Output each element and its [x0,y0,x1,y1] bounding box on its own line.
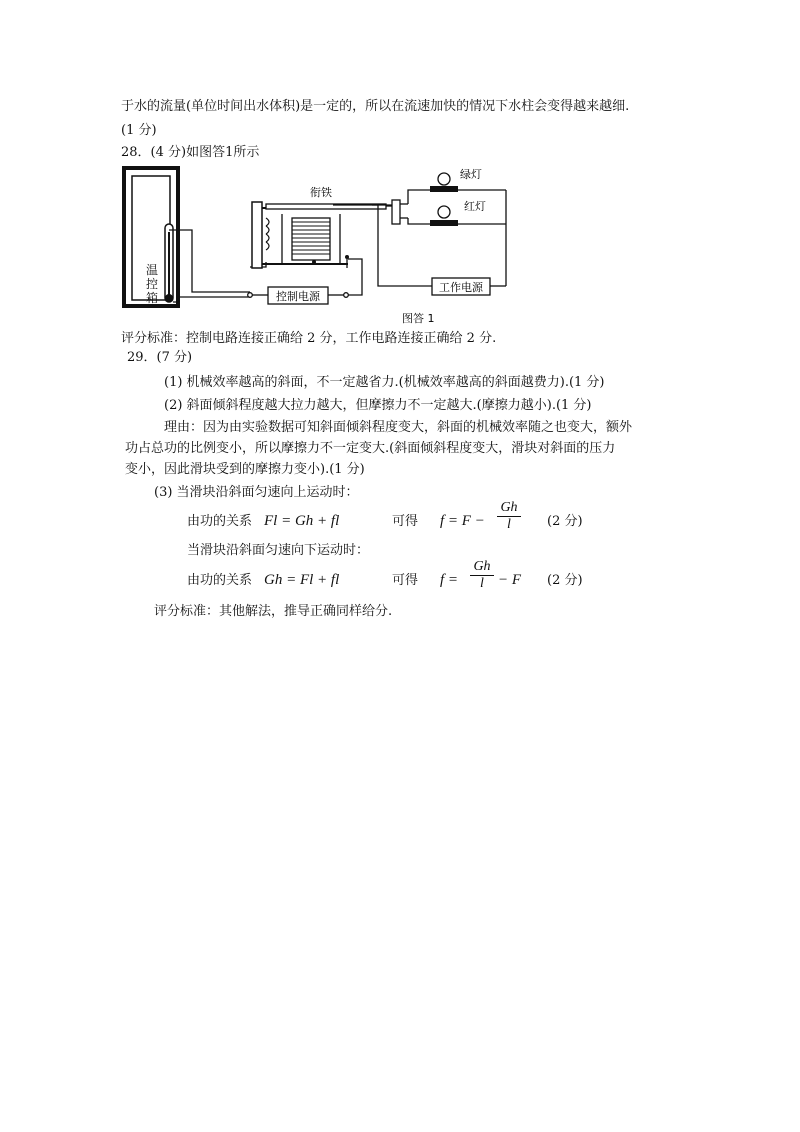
q29-part-1: (1) 机械效率越高的斜面，不一定越省力.(机械效率越高的斜面越费力).(1 分) [164,375,605,390]
green-lamp-label: 绿灯 [460,168,482,181]
control-power-label: 控制电源 [276,290,320,303]
down-result-rhs: − F [498,572,522,588]
intro-line-1: 于水的流量(单位时间出水体积)是一定的，所以在流速加快的情况下水柱会变得越来越细. [121,99,630,114]
armature-label: 衔铁 [310,186,332,199]
q29-heading: 29．(7 分) [127,350,193,365]
up-equation-label: 由功的关系 [187,514,253,529]
down-result-lhs: f = [440,572,459,588]
q29-reason-line-3: 变小，因此滑块受到的摩擦力变小).(1 分) [125,462,365,477]
up-fraction-denominator: l [507,517,511,532]
up-result-fraction [497,500,521,533]
q29-reason-line-1: 理由：因为由实验数据可知斜面倾斜程度变大，斜面的机械效率随之也变大，额外 [164,420,633,435]
down-equation: Gh = Fl + fl [264,572,340,588]
box-label: 温控箱 [146,263,159,305]
intro-line-2: (1 分) [121,123,157,138]
q28-heading: 28．(4 分)如图答1所示 [121,145,260,160]
red-lamp-base [430,220,458,226]
q29-scoring: 评分标准：其他解法，推导正确同样给分. [154,604,393,619]
green-lamp-base [430,186,458,192]
work-power-label: 工作电源 [439,281,483,294]
q29-part-3: (3) 当滑块沿斜面匀速向上运动时： [154,485,359,500]
up-result-lhs: f = F − [440,513,485,529]
down-fraction-numerator: Gh [470,559,494,576]
wire [169,230,250,292]
q29-part-2: (2) 斜面倾斜程度越大拉力越大，但摩擦力不一定越大.(摩擦力越小).(1 分) [164,398,592,413]
down-fraction-denominator: l [480,576,484,591]
up-equation: Fl = Gh + fl [264,513,340,529]
relay-base [252,202,262,268]
contact-block [392,200,400,224]
spring-icon [266,218,269,250]
wire [173,297,192,302]
relay-circuit-diagram [118,162,518,328]
down-equation-label: 由功的关系 [187,573,253,588]
up-score: (2 分) [547,514,583,529]
green-lamp-icon [438,173,450,185]
up-fraction-numerator: Gh [497,500,521,517]
down-score: (2 分) [547,573,583,588]
down-result-label: 可得 [392,573,419,588]
red-lamp-label: 红灯 [464,200,486,213]
down-intro: 当滑块沿斜面匀速向下运动时： [187,543,370,558]
q29-reason-line-2: 功占总功的比例变小，所以摩擦力不一定变大.(斜面倾斜程度变大，滑块对斜面的压力 [125,441,616,456]
up-result-label: 可得 [392,514,419,529]
down-result-fraction [470,559,494,592]
diagram-caption: 图答 1 [402,312,435,325]
q28-scoring: 评分标准：控制电路连接正确给 2 分，工作电路连接正确给 2 分. [121,331,497,346]
red-lamp-icon [438,206,450,218]
